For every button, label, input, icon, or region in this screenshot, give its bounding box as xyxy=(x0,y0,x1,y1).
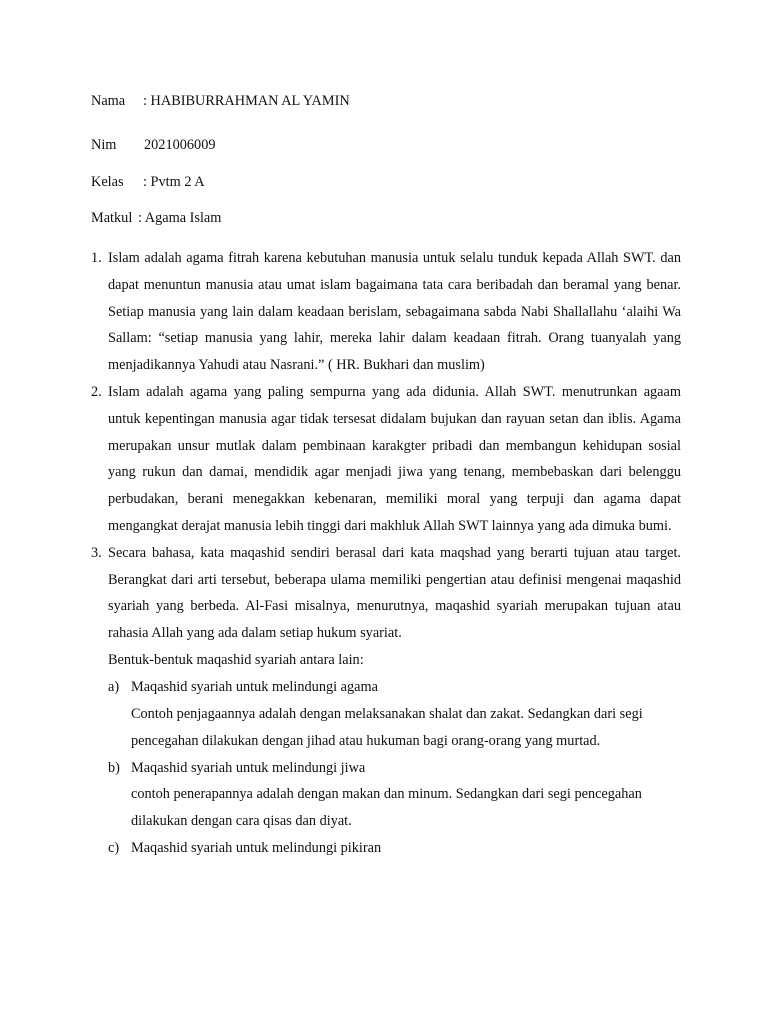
item-number: 1. xyxy=(91,250,102,266)
nim-row xyxy=(91,135,411,155)
course-value: : Agama Islam xyxy=(138,210,222,226)
sub-description: contoh penerapannya adalah dengan makan dan minum. Sedangkan dari segi pencegahan dilakukan dengan cara qisas dan diyat. xyxy=(131,786,642,830)
answer-item-1 xyxy=(91,245,681,379)
name-value: : HABIBURRAHMAN AL YAMIN xyxy=(143,93,350,109)
answer-item-2 xyxy=(91,379,681,540)
answer-list xyxy=(91,245,681,862)
answer-text: Islam adalah agama fitrah karena kebutuhan manusia untuk selalu tunduk kepada Allah SWT. dan dapat menuntun manusia atau umat islam bagaimana tata cara beribadah dan beramal yang benar. Setiap manusia yang lain dalam keadaan berislam, sebagaimana sabda Nabi Shallallahu ‘alaihi Wa Sallam: “setiap manusia yang lahir, mereka lahir dalam keadaan fitrah. Orang tuanyalah yang menjadikannya Yahudi atau Nasrani.” ( HR. Bukhari dan muslim) xyxy=(108,250,681,374)
name-label: Nama xyxy=(91,93,126,109)
name-row xyxy=(91,91,411,111)
answer-text: Secara bahasa, kata maqashid sendiri berasal dari kata maqshad yang berarti tujuan atau target. Berangkat dari arti tersebut, beberapa ulama memiliki pengertian atau definisi mengenai maqashid syariah yang berbeda. Al-Fasi misalnya, menurutnya, maqashid syariah merupakan tujuan atau rahasia Allah yang ada dalam setiap hukum syariat. xyxy=(108,544,681,642)
nim-label: Nim xyxy=(91,137,117,153)
course-row xyxy=(91,208,411,228)
class-value: : Pvtm 2 A xyxy=(143,174,205,190)
class-row xyxy=(91,172,411,192)
answer-item-3 xyxy=(91,540,681,862)
sub-title: Maqashid syariah untuk melindungi jiwa xyxy=(131,759,366,776)
sub-letter: a) xyxy=(108,678,120,695)
item-number: 2. xyxy=(91,383,102,400)
sub-title: Maqashid syariah untuk melindungi agama xyxy=(131,678,378,695)
sub-item-b xyxy=(108,755,681,836)
subsection-intro: Bentuk-bentuk maqashid syariah antara lain: xyxy=(108,651,364,668)
nim-value: 2021006009 xyxy=(144,137,216,153)
sub-letter: c) xyxy=(108,840,120,857)
course-label: Matkul xyxy=(91,210,133,226)
class-label: Kelas xyxy=(91,174,124,190)
item-number: 3. xyxy=(91,544,102,561)
sub-item-c xyxy=(108,835,681,862)
sub-description: Contoh penjagaannya adalah dengan melaksanakan shalat dan zakat. Sedangkan dari segi pencegahan dilakukan dengan jihad atau hukuman bagi orang-orang yang murtad. xyxy=(131,705,643,749)
sub-letter: b) xyxy=(108,759,120,776)
sub-item-a xyxy=(108,674,681,755)
answer-text: Islam adalah agama yang paling sempurna yang ada didunia. Allah SWT. menutrunkan agaam untuk kepentingan manusia agar tidak tersesat didalam bujukan dan rayuan setan dan iblis. Agama merupakan unsur mutlak dalam pembinaan karakgter pribadi dan membangun kehidupan sosial yang rukun dan damai, mendidik agar menjadi jiwa yang tenang, membebaskan dari belenggu perbudakan, berani menegakkan kebenaran, memiliki moral yang terpuji dan agama dapat mengangkat derajat manusia lebih tinggi dari makhluk Allah SWT lainnya yang ada dimuka bumi. xyxy=(108,383,681,534)
sub-title: Maqashid syariah untuk melindungi pikiran xyxy=(131,840,382,857)
